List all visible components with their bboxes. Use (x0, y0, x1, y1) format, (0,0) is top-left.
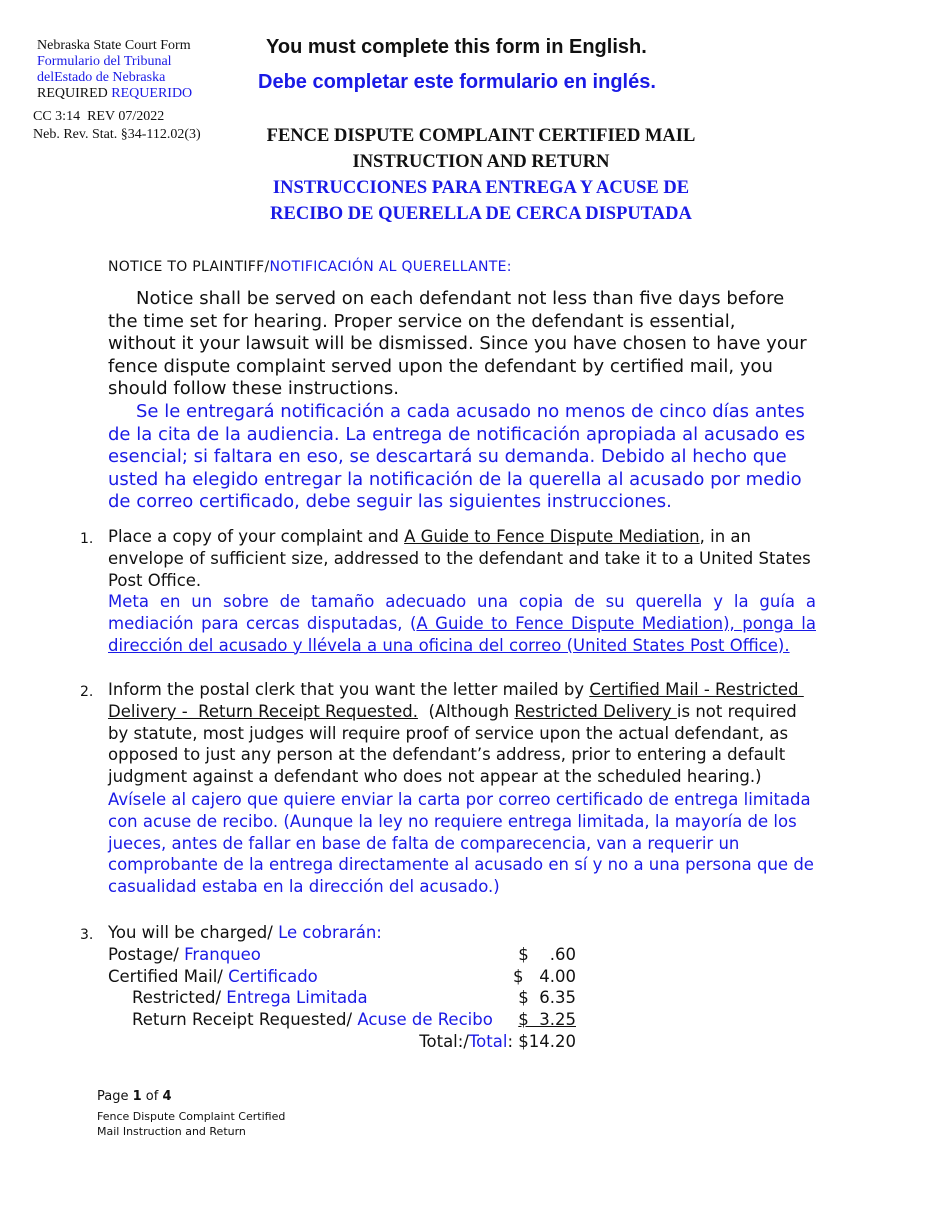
total-row (108, 1031, 588, 1053)
english-notice: You must complete this form in English. (266, 36, 647, 58)
fee-table (108, 922, 588, 1053)
title-line-3: INSTRUCCIONES PARA ENTREGA Y ACUSE DE (272, 178, 690, 198)
fee-amount: $ .60 (518, 944, 576, 964)
fee-amount: $ 6.35 (518, 988, 576, 1008)
total-label-en: Total:/ (419, 1031, 469, 1051)
page-footer (97, 1089, 285, 1139)
fee-row (108, 944, 588, 966)
notice-heading (108, 259, 512, 275)
charged-heading (108, 922, 588, 944)
court-name-es-line2: delEstado de Nebraska (37, 70, 166, 85)
form-title (200, 123, 762, 227)
title-line-1: FENCE DISPUTE COMPLAINT CERTIFIED MAIL (266, 126, 696, 146)
step-2-en-part-a: Inform the postal clerk that you want the letter mailed by (108, 680, 590, 699)
intro-paragraph-es: Se le entregará notificación a cada acusado no menos de cinco días antes de la cita de la audiencia. La entrega de notificación apropiada al acusado es esencial; si faltara en eso, se descartará su demanda. Debido al hecho que usted ha elegido entregar la notificación de la querella al acusado por medio de correo certificado, debe seguir las siguientes instrucciones. (108, 401, 806, 513)
statute-reference: Neb. Rev. Stat. §34-112.02(3) (33, 127, 201, 142)
court-name-en: Nebraska State Court Form (37, 38, 191, 53)
step-1-number: 1. (80, 531, 94, 547)
fee-label-es: Certificado (222, 966, 318, 986)
footer-title-line-1: Fence Dispute Complaint Certified (97, 1110, 286, 1123)
charged-en: You will be charged/ (108, 923, 273, 942)
fee-amount: $ 3.25 (518, 1010, 576, 1030)
required-label (37, 86, 192, 102)
fee-row (108, 1009, 588, 1031)
step-1-en-part-b: , in an envelope of sufficient size, addressed to the defendant and take it to a United States Post Office. (108, 527, 811, 590)
charged-es: Le cobrarán: (272, 923, 382, 942)
total-colon: : (507, 1031, 513, 1051)
fee-row (108, 987, 588, 1009)
fee-label-en: Postage/ (108, 944, 179, 964)
step-2-es: Avísele al cajero que quiere enviar la carta por correo certificado de entrega limitada con acuse de recibo. (Aunque la ley no requiere entrega limitada, la mayoría de los jueces, antes de fallar en base de falta de comparecencia, van a requerir un comprobante de la entrega directamente al acusado en sí y no a una persona que de casualidad estaba en la dirección del acusado.) (108, 790, 814, 897)
fee-label-es: Entrega Limitada (221, 988, 368, 1008)
fee-label-es: Acuse de Recibo (352, 1010, 493, 1030)
spanish-notice: Debe completar este formulario en inglés. (258, 71, 656, 93)
step-1-en (108, 526, 816, 591)
fee-label-en: Return Receipt Requested/ (132, 1010, 353, 1030)
fee-amount: $ 4.00 (513, 966, 576, 986)
notice-heading-es: NOTIFICACIÓN AL QUERELLANTE: (269, 259, 512, 275)
total-amount: $14.20 (518, 1031, 576, 1051)
title-line-4: RECIBO DE QUERELLA DE CERCA DISPUTADA (270, 204, 692, 224)
title-line-2: INSTRUCTION AND RETURN (352, 152, 610, 172)
step-2-number: 2. (80, 684, 94, 700)
fee-label-es: Franqueo (178, 944, 261, 964)
restricted-delivery: Restricted Delivery (514, 701, 677, 721)
step-2-en-part-c: is not required by statute, most judges will require proof of service upon the actual defendant, as opposed to just any person at the defendant’s address, prior to entering a default judgment against a defendant who does not appear at the scheduled hearing.) (108, 701, 797, 787)
fee-label-en: Restricted/ (132, 988, 222, 1008)
intro-paragraph-en: Notice shall be served on each defendant not less than five days before the time set for hearing. Proper service on the defendant is essential, without it your lawsuit will be dismissed. Since you have chosen to have your fence dispute complaint served upon the defendant by certified mail, you should follow these instructions. (108, 288, 807, 400)
fee-label-en: Certified Mail/ (108, 966, 223, 986)
form-code-block (33, 108, 201, 144)
total-label-es: Total (468, 1031, 508, 1051)
step-1-es-part-a: Meta en un sobre de tamaño adecuado una copia de su querella y la guía a mediación para cercas disputadas, ( (108, 592, 816, 633)
page-number (97, 1089, 285, 1104)
page-total: 4 (162, 1089, 172, 1104)
court-name-es-line1: Formulario del Tribunal (37, 54, 172, 69)
guide-title: A Guide to Fence Dispute Mediation (404, 527, 700, 546)
fee-row (108, 966, 588, 988)
page-of: of (141, 1089, 163, 1104)
step-2-en-part-b: (Although (417, 701, 515, 721)
footer-title-line-2: Mail Instruction and Return (97, 1125, 246, 1138)
page-prefix: Page (97, 1089, 133, 1104)
step-1-es (108, 591, 816, 656)
footer-form-title (97, 1109, 285, 1139)
page-current: 1 (132, 1089, 142, 1104)
step-2-en (108, 679, 816, 788)
step-1-es-underlined: A Guide to Fence Dispute Mediation), ponga la dirección del acusado y llévela a una oficina del correo (United States Post Office). (108, 613, 816, 655)
step-3-number: 3. (80, 927, 94, 943)
required-es: REQUERIDO (111, 86, 193, 101)
court-form-block (37, 38, 192, 102)
form-code: CC 3:14 REV 07/2022 (33, 109, 165, 124)
step-1-en-part-a: Place a copy of your complaint and (108, 527, 405, 546)
required-en: REQUIRED (37, 86, 108, 101)
certified-mail-restricted: Certified Mail - Restricted Delivery - Return Receipt Requested. (108, 680, 804, 721)
notice-heading-en: NOTICE TO PLAINTIFF/ (108, 259, 270, 275)
